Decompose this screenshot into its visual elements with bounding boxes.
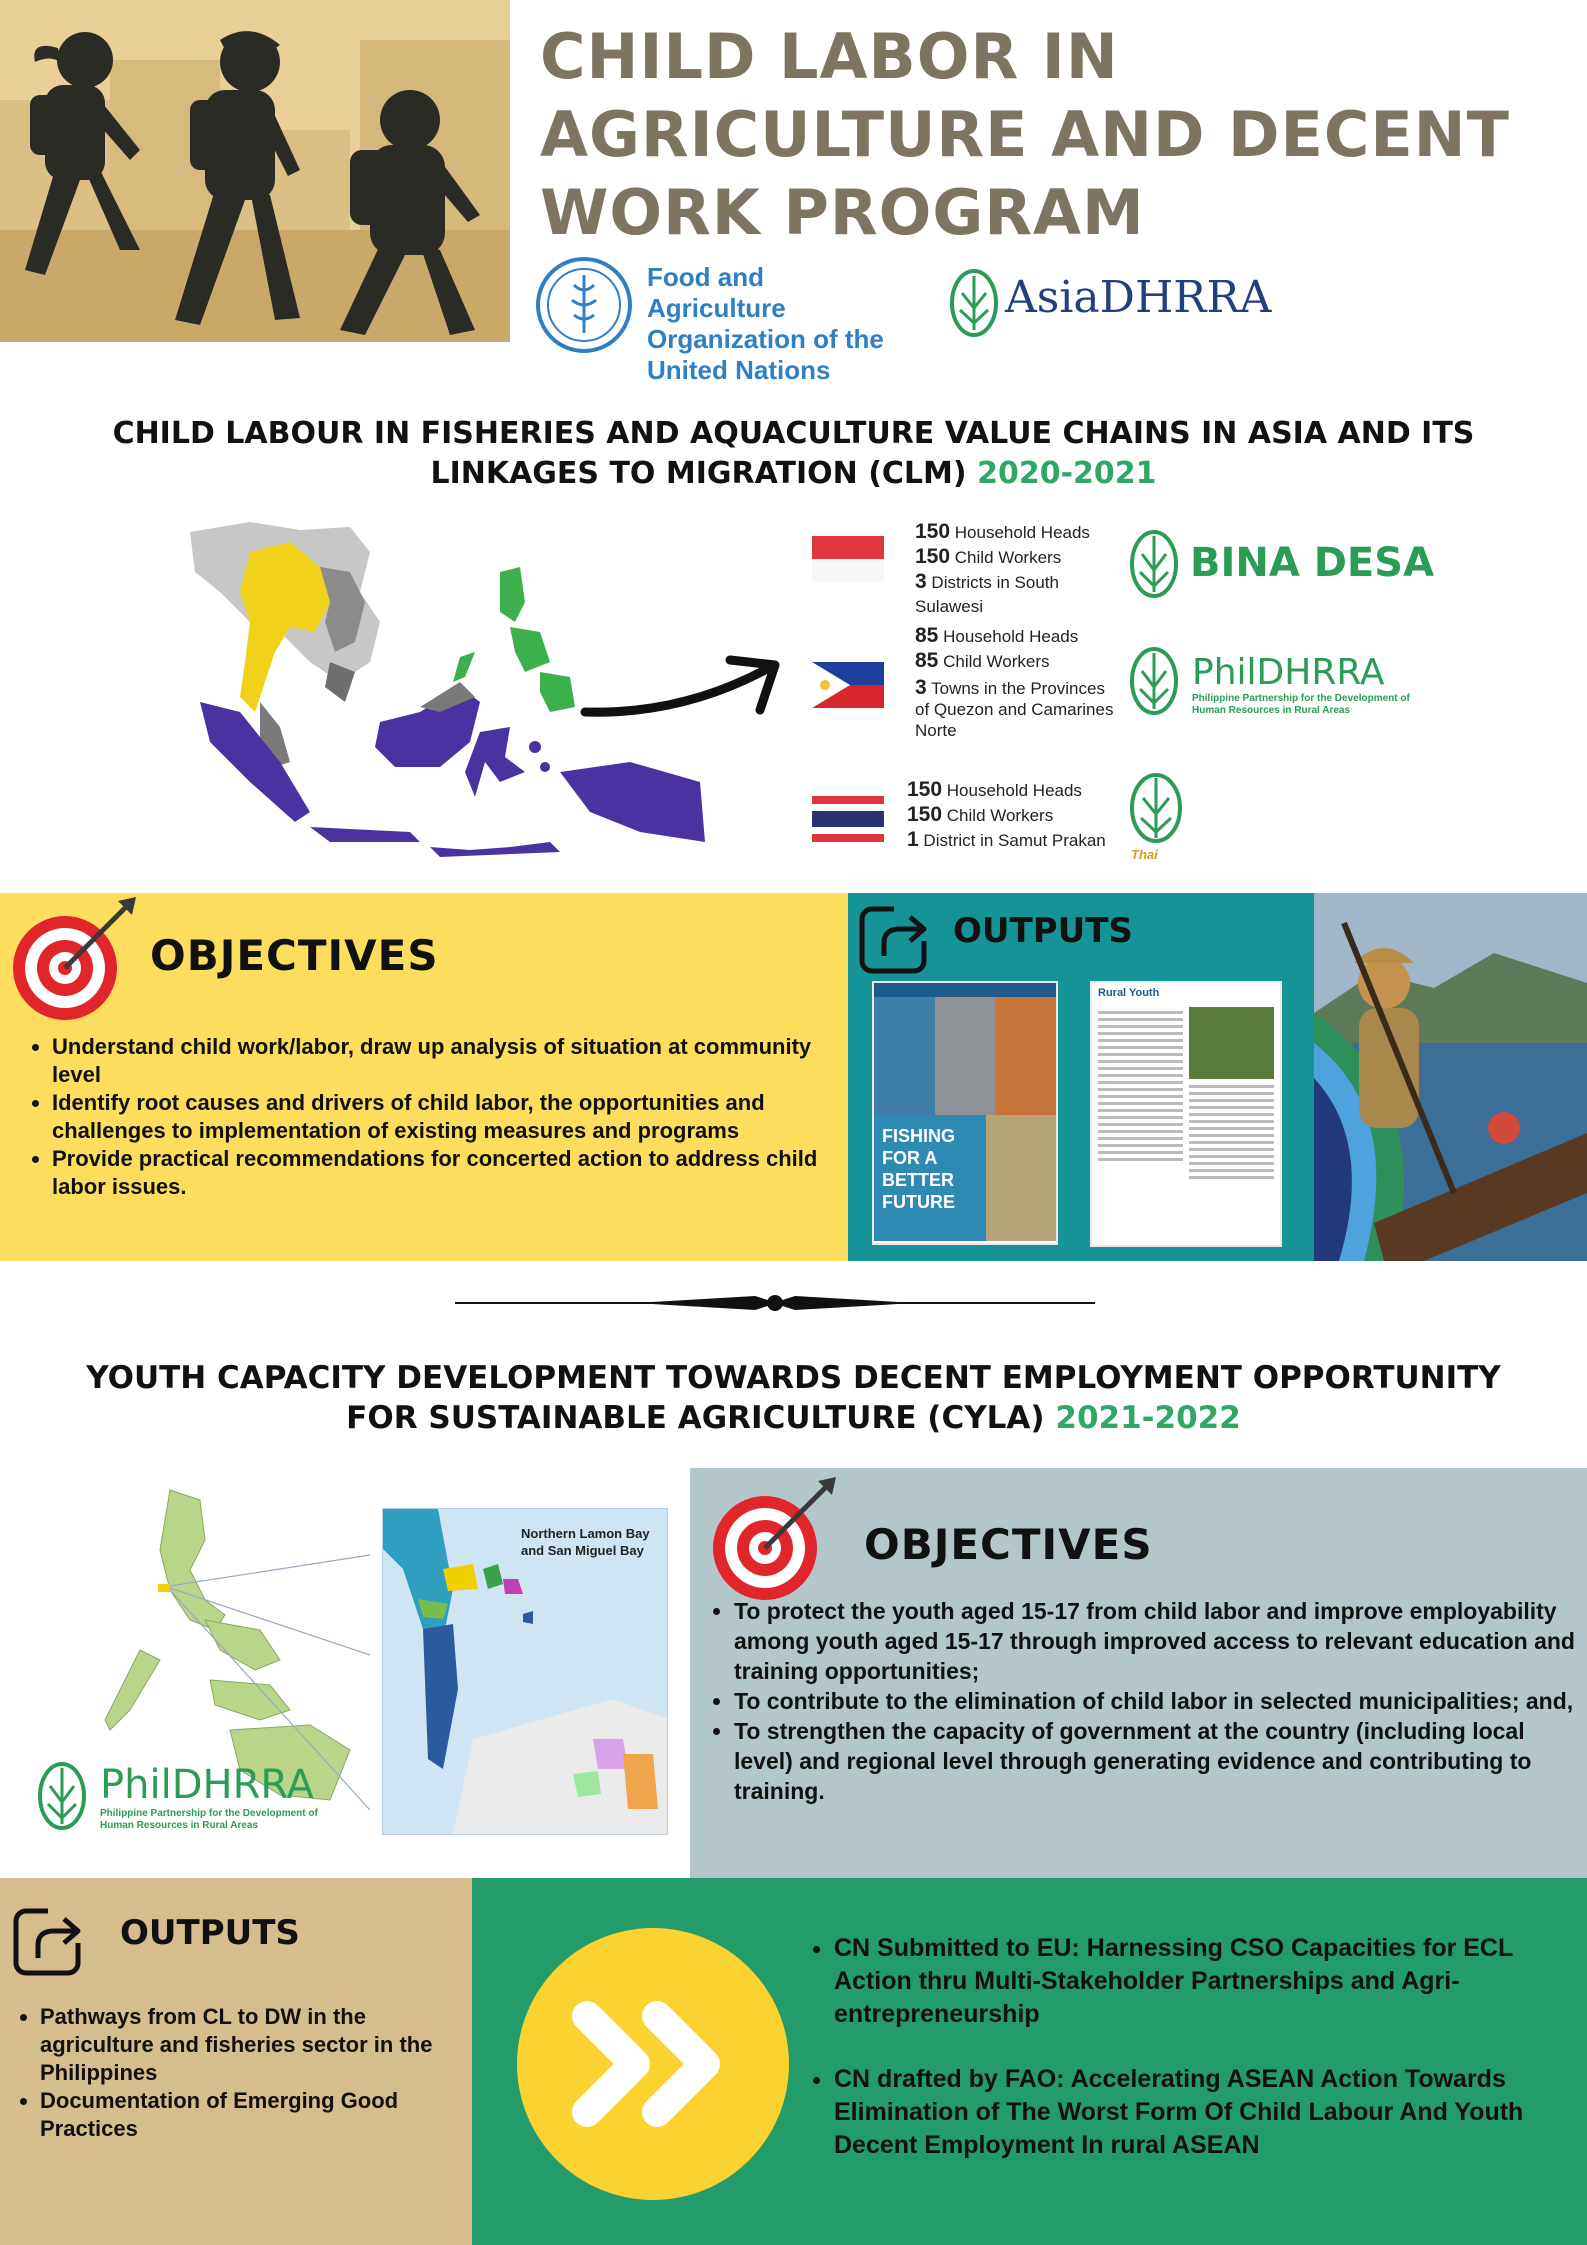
fao-seal-icon	[534, 255, 634, 355]
share-icon	[856, 901, 936, 981]
leaf-logo-icon	[1128, 528, 1180, 600]
list-item: • To protect the youth aged 15-17 from child labor and improve employability among youth aged 15-17 through improved access to relevant education and training opportunities;	[734, 1596, 1584, 1686]
program-title	[540, 18, 1570, 252]
phildhrra-name: PhilDHRRA	[1192, 652, 1385, 693]
phildhrra-logo	[1192, 652, 1412, 717]
concept-notes-panel	[472, 1878, 1587, 2245]
concept-notes-list	[812, 1932, 1584, 2162]
list-item: • Identify root causes and drivers of child labor, the opportunities and challenges to implementation of existing measures and programs	[52, 1089, 842, 1145]
clm-objectives-panel	[0, 893, 848, 1261]
fao-name	[647, 262, 907, 386]
stat-line: 150 Household Heads	[915, 520, 1090, 543]
thailand-flag-icon	[812, 796, 884, 842]
children-silhouette-image	[0, 0, 510, 342]
cyla-objectives-panel	[690, 1468, 1587, 1878]
boy-on-boat-photo	[1314, 893, 1587, 1261]
clm-title-abbr: (CLM)	[868, 456, 967, 491]
list-item: • To contribute to the elimination of child labor in selected municipalities; and,	[734, 1686, 1584, 1716]
clm-section-title	[40, 414, 1547, 494]
program-title-line: CHILD LABOR IN	[540, 20, 1119, 93]
leaf-logo-icon	[36, 1760, 88, 1832]
target-icon	[710, 1473, 840, 1603]
cyla-title-years: 2021-2022	[1055, 1400, 1241, 1436]
stat-line: 85 Household Heads	[915, 624, 1079, 647]
fao-name-line: Organization of the	[647, 324, 884, 354]
list-item: • Documentation of Emerging Good Practices	[40, 2087, 470, 2143]
cyla-title-abbr: (CYLA)	[927, 1400, 1045, 1436]
share-icon	[10, 1903, 90, 1983]
phildhrra-logo	[100, 1762, 340, 1832]
list-item: • CN Submitted to EU: Harnessing CSO Capacities for ECL Action thru Multi-Stakeholder Partnerships and Agri-entrepreneurship	[834, 1932, 1584, 2031]
stat-line: 85 Child Workers	[915, 649, 1050, 672]
paper-title: Rural Youth	[1098, 987, 1160, 999]
clm-objectives-list	[30, 1033, 842, 1201]
objectives-heading: OBJECTIVES	[150, 931, 439, 980]
cyla-objectives-list	[712, 1596, 1584, 1806]
bay-map-title: Northern Lamon Bay and San Miguel Bay	[521, 1526, 650, 1558]
philippines-flag-icon	[812, 662, 884, 708]
thai-partner-logo	[1125, 772, 1187, 864]
program-title-line: AGRICULTURE AND DECENT	[540, 98, 1510, 171]
fishing-report-cover	[872, 981, 1058, 1245]
cyla-section-title	[40, 1358, 1547, 1438]
rural-youth-paper	[1090, 981, 1282, 1247]
list-item: • CN drafted by FAO: Accelerating ASEAN Action Towards Elimination of The Worst Form Of Child Labour And Youth Decent Employment In rural ASEAN	[834, 2063, 1584, 2162]
list-item: • Understand child work/labor, draw up analysis of situation at community level	[52, 1033, 842, 1089]
stat-line: 150 Child Workers	[915, 545, 1062, 568]
clm-title-line2	[40, 454, 1547, 494]
indonesia-stats	[915, 520, 1125, 619]
phildhrra-subtitle: Philippine Partnership for the Development of Human Resources in Rural Areas	[100, 1808, 318, 1831]
hero-illustration	[0, 0, 510, 342]
outputs-heading: OUTPUTS	[120, 1913, 300, 1953]
bay-map	[382, 1508, 668, 1835]
thailand-stats	[907, 778, 1117, 853]
cyla-title-line2	[40, 1398, 1547, 1438]
phildhrra-subtitle: Philippine Partnership for the Development of Human Resources in Rural Areas	[1192, 693, 1410, 716]
cyla-outputs-panel	[0, 1878, 472, 2245]
stat-line: 3 Districts in South Sulawesi	[915, 570, 1059, 616]
leaf-logo-icon	[1128, 645, 1180, 717]
arrow-icon	[580, 640, 790, 730]
philippines-stats	[915, 624, 1115, 741]
fao-name-line: United Nations	[647, 355, 831, 385]
asiadhrra-logo: AsiaDHRRA	[1005, 272, 1272, 323]
fao-name-line: Food and Agriculture	[647, 262, 786, 323]
clm-title-line1: CHILD LABOUR IN FISHERIES AND AQUACULTURE VALUE CHAINS IN ASIA AND ITS	[112, 416, 1475, 451]
leaf-logo-icon	[948, 268, 1000, 338]
clm-outputs-panel	[848, 893, 1314, 1261]
bina-desa-logo: BINA DESA	[1190, 540, 1435, 586]
phildhrra-name: PhilDHRRA	[100, 1762, 314, 1808]
clm-title-years: 2020-2021	[977, 456, 1157, 491]
double-chevron-icon	[517, 1928, 789, 2200]
list-item: • To strengthen the capacity of government at the country (including local level) and regional level through generating evidence and contributing to training.	[734, 1716, 1584, 1806]
stat-line: 1 District in Samut Prakan	[907, 828, 1106, 851]
stat-line: 3 Towns in the Provinces of Quezon and Camarines Norte	[915, 676, 1114, 740]
program-title-line: WORK PROGRAM	[540, 176, 1145, 249]
thai-partner-name: Thai	[1131, 847, 1158, 862]
stat-line: 150 Child Workers	[907, 803, 1054, 826]
clm-title-main: LINKAGES TO MIGRATION	[430, 456, 858, 491]
cyla-title-main: FOR SUSTAINABLE AGRICULTURE	[346, 1400, 917, 1436]
cyla-outputs-list	[18, 2003, 470, 2143]
outputs-heading: OUTPUTS	[953, 911, 1133, 951]
list-item: • Pathways from CL to DW in the agriculture and fisheries sector in the Philippines	[40, 2003, 470, 2087]
cyla-title-line1: YOUTH CAPACITY DEVELOPMENT TOWARDS DECENT EMPLOYMENT OPPORTUNITY	[86, 1360, 1501, 1396]
stat-line: 150 Household Heads	[907, 778, 1082, 801]
cover-title: FISHING FOR A BETTER FUTURE	[874, 1115, 986, 1241]
list-item: • Provide practical recommendations for concerted action to address child labor issues.	[52, 1145, 842, 1201]
target-icon	[10, 893, 140, 1023]
indonesia-flag-icon	[812, 536, 884, 582]
objectives-heading: OBJECTIVES	[864, 1520, 1153, 1569]
ornamental-divider	[455, 1290, 1095, 1316]
